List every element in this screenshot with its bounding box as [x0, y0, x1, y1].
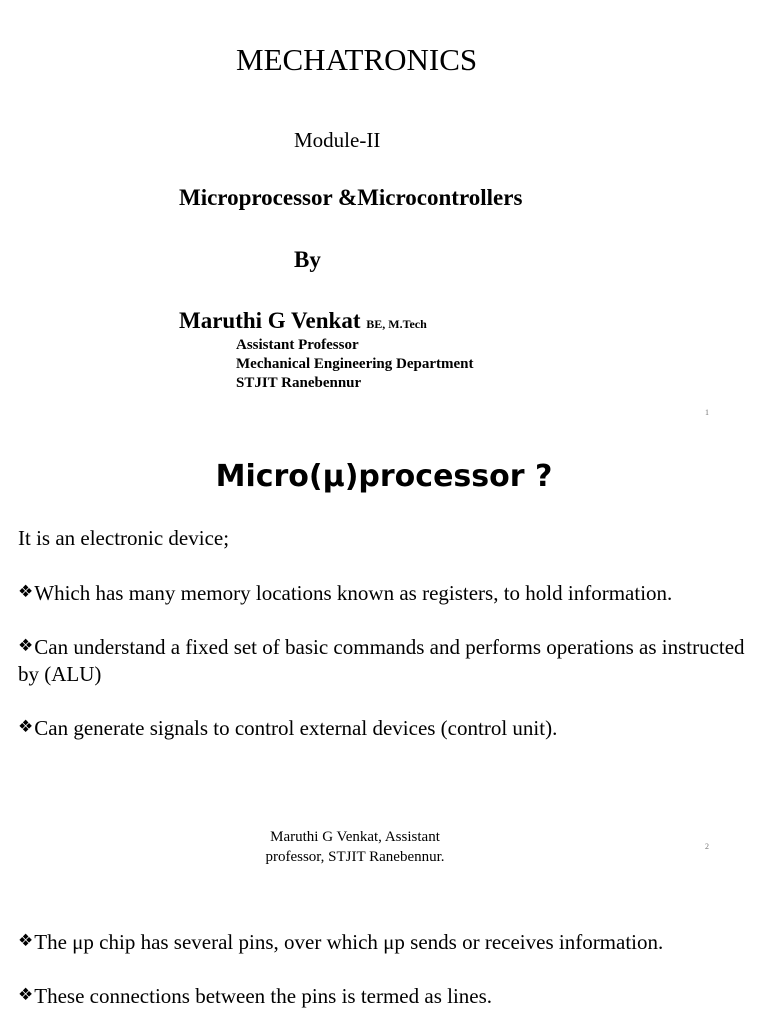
diamond-bullet-icon: ❖: [18, 582, 34, 602]
author-department: Mechanical Engineering Department: [236, 356, 474, 372]
slide1-module: Module-II: [294, 128, 381, 152]
diamond-bullet-icon: ❖: [18, 931, 34, 951]
slide3-bullet: [18, 928, 758, 956]
slide2-page-number: 2: [705, 842, 709, 851]
slide2-bullet: [18, 714, 758, 742]
slide3-bullet: [18, 982, 758, 1010]
slide2-title: Micro(μ)processor ?: [215, 459, 553, 494]
slide1-title: MECHATRONICS: [236, 42, 478, 77]
slide2-intro: It is an electronic device;: [18, 526, 230, 550]
author-role: Assistant Professor: [236, 337, 359, 353]
bullet-text: These connections between the pins is termed as lines.: [34, 984, 493, 1008]
slide1-author: [179, 306, 427, 339]
diamond-bullet-icon: ❖: [18, 636, 34, 656]
bullet-text: Can understand a fixed set of basic commands and performs operations as instructed by (ALU): [18, 635, 745, 686]
slide1-page-number: 1: [705, 408, 709, 417]
slide1-by: By: [294, 247, 321, 272]
author-name: Maruthi G Venkat: [179, 308, 361, 333]
diamond-bullet-icon: ❖: [18, 717, 34, 737]
slide2-bullet: [18, 579, 758, 607]
diamond-bullet-icon: ❖: [18, 985, 34, 1005]
author-institute: STJIT Ranebennur: [236, 375, 362, 391]
slide1-subject: Microprocessor &Microcontrollers: [179, 185, 523, 210]
author-degree: BE, M.Tech: [366, 317, 427, 331]
bullet-text: Can generate signals to control external devices (control unit).: [34, 716, 558, 740]
slide2-footer: Maruthi G Venkat, Assistant professor, STJIT Ranebennur.: [265, 829, 445, 865]
bullet-text: The μp chip has several pins, over which μp sends or receives information.: [34, 930, 664, 954]
slide2-bullet: [18, 633, 758, 688]
bullet-text: Which has many memory locations known as registers, to hold information.: [34, 581, 673, 605]
